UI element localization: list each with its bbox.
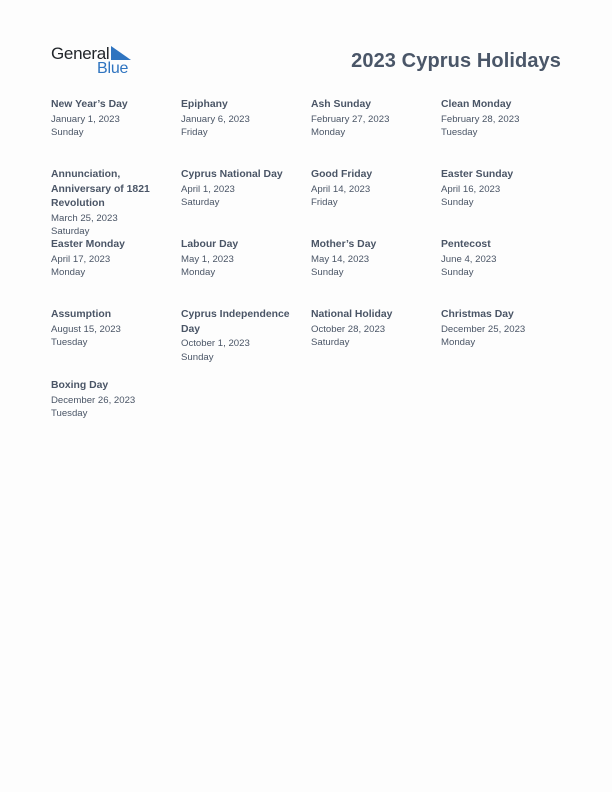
page-title: 2023 Cyprus Holidays <box>351 50 561 72</box>
holiday-date: January 6, 2023 <box>181 113 250 125</box>
holiday-item <box>311 238 433 280</box>
holiday-name: Good Friday <box>311 169 373 180</box>
holiday-item <box>181 168 303 210</box>
holiday-weekday: Tuesday <box>51 337 88 349</box>
holiday-name: Easter Monday <box>51 239 125 250</box>
holiday-item <box>311 98 433 140</box>
holiday-item <box>181 308 296 364</box>
holiday-name: Clean Monday <box>441 99 512 110</box>
holiday-name: Cyprus National Day <box>181 169 283 180</box>
holiday-date: January 1, 2023 <box>51 113 120 125</box>
holiday-date: August 15, 2023 <box>51 323 121 335</box>
holiday-weekday: Sunday <box>311 267 344 279</box>
holiday-item <box>181 98 303 140</box>
holiday-name: Assumption <box>51 309 112 320</box>
holiday-name: Annunciation, Anniversary of 1821 Revolution <box>51 169 150 210</box>
holiday-weekday: Sunday <box>181 351 214 363</box>
holiday-name: Christmas Day <box>441 309 514 320</box>
holiday-weekday: Friday <box>181 127 208 139</box>
generalblue-logo <box>51 44 141 78</box>
logo-text-general: General <box>51 44 110 63</box>
holiday-weekday: Monday <box>181 267 216 279</box>
holiday-item <box>51 168 161 239</box>
holiday-name: New Year’s Day <box>51 99 128 110</box>
holiday-date: February 28, 2023 <box>441 113 520 125</box>
holiday-date: May 1, 2023 <box>181 253 234 265</box>
holiday-item <box>441 308 563 350</box>
holiday-date: March 25, 2023 <box>51 212 118 224</box>
holiday-weekday: Monday <box>441 337 476 349</box>
holiday-date: October 28, 2023 <box>311 323 386 335</box>
holiday-weekday: Sunday <box>51 127 84 139</box>
holiday-date: April 16, 2023 <box>441 183 501 195</box>
holiday-name: Cyprus Independence Day <box>181 309 290 335</box>
holiday-item <box>51 238 173 280</box>
holiday-weekday: Sunday <box>441 197 474 209</box>
holiday-name: Mother’s Day <box>311 239 377 250</box>
holiday-item <box>441 98 563 140</box>
logo-text-blue: Blue <box>97 60 129 77</box>
holiday-name: Labour Day <box>181 239 239 250</box>
holiday-item <box>441 168 563 210</box>
holiday-weekday: Sunday <box>441 267 474 279</box>
holiday-date: April 17, 2023 <box>51 253 111 265</box>
holiday-item <box>181 238 303 280</box>
holiday-date: December 25, 2023 <box>441 323 526 335</box>
holiday-weekday: Saturday <box>181 197 220 209</box>
holiday-name: National Holiday <box>311 309 393 320</box>
holiday-weekday: Monday <box>311 127 346 139</box>
holiday-date: December 26, 2023 <box>51 394 136 406</box>
holiday-name: Epiphany <box>181 99 228 110</box>
holiday-weekday: Saturday <box>51 226 90 238</box>
holiday-item <box>311 308 433 350</box>
holiday-item <box>51 308 173 350</box>
holiday-item <box>311 168 433 210</box>
logo-triangle-icon <box>111 46 131 60</box>
holiday-name: Ash Sunday <box>311 99 372 110</box>
holiday-date: April 1, 2023 <box>181 183 235 195</box>
holiday-date: February 27, 2023 <box>311 113 390 125</box>
holiday-date: June 4, 2023 <box>441 253 497 265</box>
holiday-weekday: Saturday <box>311 337 350 349</box>
holiday-date: April 14, 2023 <box>311 183 371 195</box>
holiday-weekday: Monday <box>51 267 86 279</box>
holiday-weekday: Tuesday <box>51 408 88 420</box>
holiday-item <box>441 238 563 280</box>
holiday-item <box>51 98 173 140</box>
holiday-weekday: Friday <box>311 197 338 209</box>
holiday-date: October 1, 2023 <box>181 338 250 350</box>
holiday-date: May 14, 2023 <box>311 253 370 265</box>
holiday-name: Boxing Day <box>51 380 109 391</box>
holiday-weekday: Tuesday <box>441 127 478 139</box>
holiday-name: Pentecost <box>441 239 491 250</box>
holiday-name: Easter Sunday <box>441 169 514 180</box>
holiday-item <box>51 379 173 421</box>
